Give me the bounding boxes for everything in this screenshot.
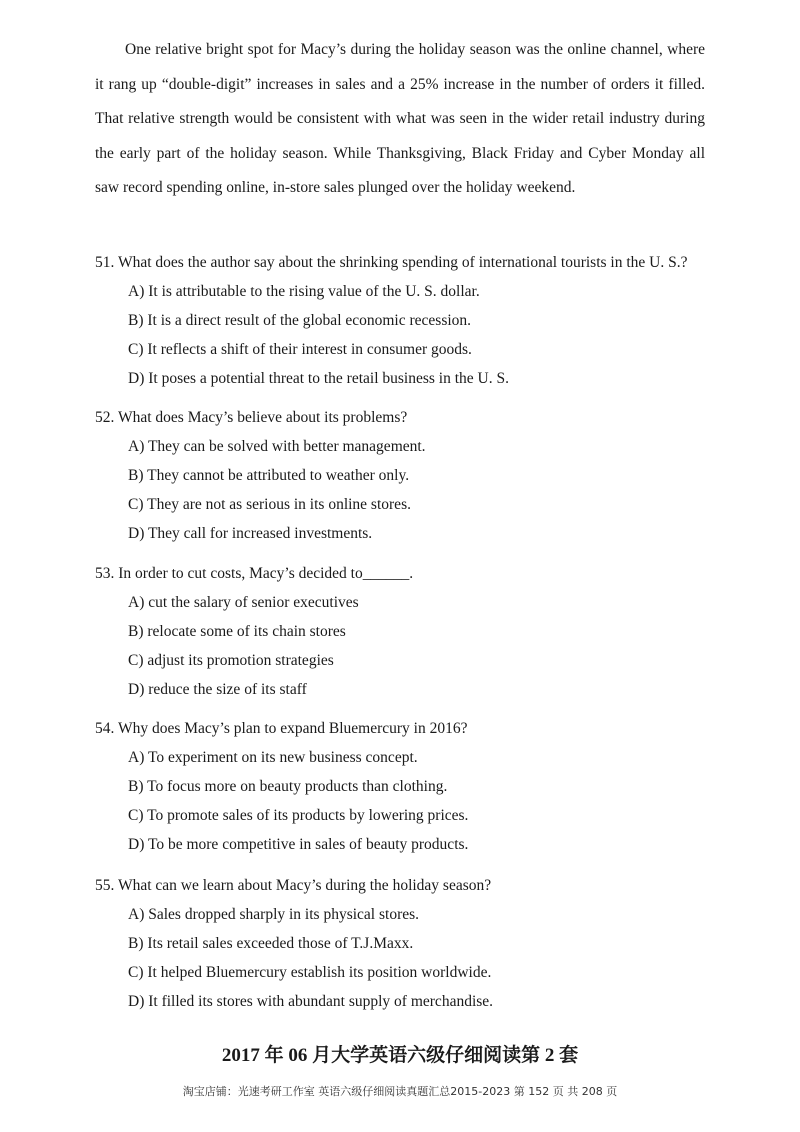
option-a: A) It is attributable to the rising value of the U. S. dollar. xyxy=(128,283,480,300)
option-b: B) relocate some of its chain stores xyxy=(128,623,346,640)
option-d: D) To be more competitive in sales of beauty products. xyxy=(128,836,469,853)
question-stem: 55. What can we learn about Macy’s during the holiday season? xyxy=(95,877,492,894)
option-a: A) They can be solved with better management. xyxy=(128,438,426,455)
option-b: B) To focus more on beauty products than clothing. xyxy=(128,778,448,795)
question-55 xyxy=(95,876,735,1021)
passage-paragraph: One relative bright spot for Macy’s during the holiday season was the online channel, where it rang up “double-digit” increases in sales and a 25% increase in the number of orders it filled. That relative strength would be consistent with what was seen in the wider retail industry during the early part of the holiday season. While Thanksgiving, Black Friday and Cyber Monday all saw record spending online, in-store sales plunged over the holiday weekend. xyxy=(95,41,705,196)
option-d: D) They call for increased investments. xyxy=(128,525,373,542)
option-c: C) It helped Bluemercury establish its position worldwide. xyxy=(128,964,492,981)
option-d: D) reduce the size of its staff xyxy=(128,681,307,698)
option-b: B) They cannot be attributed to weather only. xyxy=(128,467,410,484)
option-c: C) adjust its promotion strategies xyxy=(128,652,334,669)
option-a: A) cut the salary of senior executives xyxy=(128,594,359,611)
option-d: D) It poses a potential threat to the retail business in the U. S. xyxy=(128,370,509,387)
option-a: A) Sales dropped sharply in its physical stores. xyxy=(128,906,420,923)
question-stem: 53. In order to cut costs, Macy’s decided to______. xyxy=(95,565,414,582)
option-c: C) To promote sales of its products by lowering prices. xyxy=(128,807,469,824)
question-stem: 51. What does the author say about the shrinking spending of international tourists in the U. S.? xyxy=(95,254,688,271)
question-stem: 54. Why does Macy’s plan to expand Bluemercury in 2016? xyxy=(95,720,468,737)
option-c: C) They are not as serious in its online stores. xyxy=(128,496,411,513)
option-c: C) It reflects a shift of their interest in consumer goods. xyxy=(128,341,472,358)
question-52 xyxy=(95,408,735,553)
question-stem: 52. What does Macy’s believe about its problems? xyxy=(95,409,408,426)
option-d: D) It filled its stores with abundant supply of merchandise. xyxy=(128,993,494,1010)
page-footer: 淘宝店铺：光速考研工作室 英语六级仔细阅读真题汇总2015-2023 第 152 页 共 208 页 xyxy=(182,1085,618,1098)
option-b: B) It is a direct result of the global economic recession. xyxy=(128,312,472,329)
option-b: B) Its retail sales exceeded those of T.J.Maxx. xyxy=(128,935,414,952)
option-a: A) To experiment on its new business concept. xyxy=(128,749,418,766)
question-51 xyxy=(95,253,735,398)
question-54 xyxy=(95,719,735,864)
section-title: 2017 年 06 月大学英语六级仔细阅读第 2 套 xyxy=(221,1045,579,1066)
question-53 xyxy=(95,564,735,709)
